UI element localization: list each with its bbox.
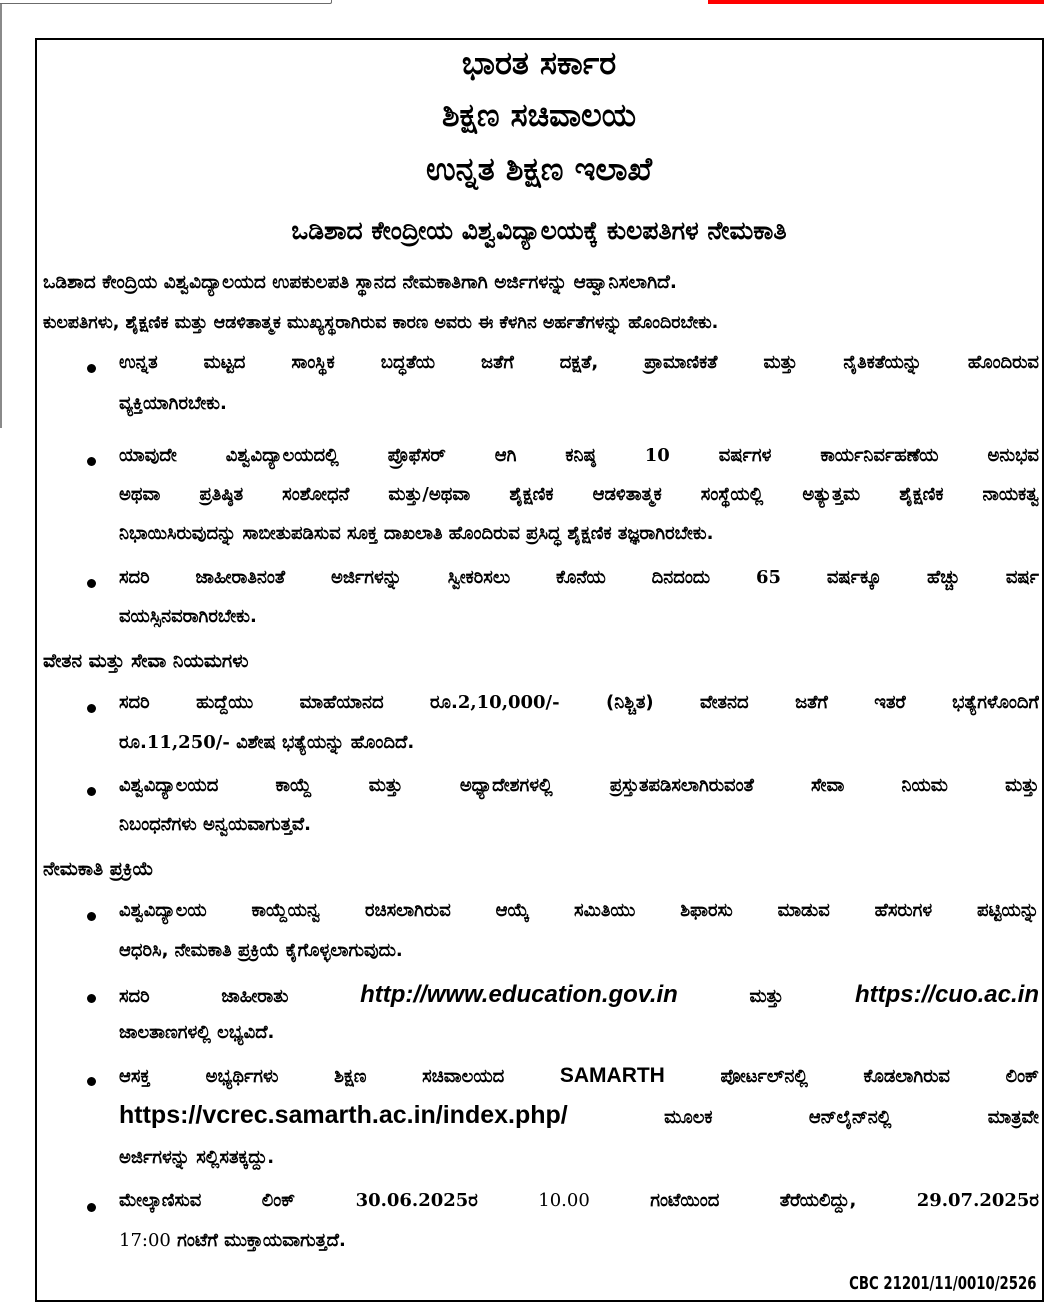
- outer-frame-top-edge: [0, 0, 332, 4]
- text-segment: ಗಂಟೆಯಿಂದ: [650, 1190, 720, 1211]
- list-item-line: [119, 900, 1039, 930]
- text-segment: (ನಿಶ್ಚಿತ) ವೇತನದ ಜತೆಗೆ ಇತರೆ ಭತ್ಯೆಗಳೊಂದಿಗೆ: [606, 692, 1039, 713]
- list-item-line: [119, 1190, 1039, 1220]
- text-segment: ವರ್ಷಗಳ ಕಾರ್ಯನಿರ್ವಹಣೆಯ ಅನುಭವ: [718, 445, 1039, 466]
- text-segment: 29.07.2025ರ: [916, 1190, 1039, 1211]
- text-segment: ಆಸಕ್ತ ಅಭ್ಯರ್ಥಿಗಳು ಶಿಕ್ಷಣ ಸಚಿವಾಲಯದ: [119, 1066, 505, 1087]
- text-segment: 30.06.2025ರ: [355, 1190, 478, 1211]
- text-segment: ಗಂಟೆಗೆ ಮುಕ್ತಾಯವಾಗುತ್ತದೆ.: [170, 1230, 346, 1251]
- text-segment: 10.00: [538, 1190, 590, 1211]
- bullet-icon: [87, 364, 96, 373]
- text-segment: 17:00: [119, 1230, 171, 1251]
- text-segment: 10: [644, 445, 670, 466]
- text-segment: ಜಾಹೀರಾತು: [221, 986, 289, 1007]
- bullet-icon: [87, 704, 96, 713]
- pay-section-heading: ವೇತನ ಮತ್ತು ಸೇವಾ ನಿಯಮಗಳು: [43, 650, 249, 672]
- list-item-line: [119, 445, 1039, 475]
- text-segment: ಯಾವುದೇ ವಿಶ್ವವಿದ್ಯಾಲಯದಲ್ಲಿ ಪ್ರೊಫೆಸರ್ ಆಗಿ ಕನಿಷ್ಠ: [119, 445, 596, 466]
- bullet-icon: [87, 912, 96, 921]
- list-item-line: [119, 692, 1039, 722]
- header-department: ಉನ್ನತ ಶಿಕ್ಷಣ ಇಲಾಖೆ: [426, 150, 652, 188]
- list-item-line: ಜಾಲತಾಣಗಳಲ್ಲಿ ಲಭ್ಯವಿದೆ.: [119, 1022, 275, 1043]
- list-item-line: ನಿಬಂಧನೆಗಳು ಅನ್ವಯವಾಗುತ್ತವೆ.: [119, 814, 311, 835]
- bullet-icon: [87, 1077, 96, 1086]
- education-website-link[interactable]: http://www.education.gov.in: [360, 981, 678, 1008]
- list-item-line: ನಿಭಾಯಿಸಿರುವುದನ್ನು ಸಾಬೀತುಪಡಿಸುವ ಸೂಕ್ತ ದಾಖಲಾತಿ ಹೊಂದಿರುವ ಪ್ರಸಿದ್ಧ ಶೈಕ್ಷಣಿಕ ತಜ್ಞರಾಗಿರಬೇಕು.: [119, 523, 714, 544]
- bullet-icon: [87, 457, 96, 466]
- list-item-line: ಅರ್ಜಿಗಳನ್ನು ಸಲ್ಲಿಸತಕ್ಕದ್ದು.: [119, 1147, 275, 1168]
- text-segment: ಮೂಲಕ ಆನ್‌ಲೈನ್‌ನಲ್ಲಿ ಮಾತ್ರವೇ: [664, 1107, 1039, 1128]
- list-item-line: ವಯಸ್ಸಿನವರಾಗಿರಬೇಕು.: [119, 606, 257, 627]
- list-item-line: [119, 775, 1039, 805]
- cuo-website-link[interactable]: https://cuo.ac.in: [854, 981, 1039, 1008]
- text-segment: ಅಥವಾ ಪ್ರತಿಷ್ಠಿತ ಸಂಶೋಧನೆ ಮತ್ತು/ಅಥವಾ ಶೈಕ್ಷಣಿಕ ಆಡಳಿತಾತ್ಮಕ ಸಂಸ್ಥೆಯಲ್ಲಿ ಅತ್ಯುತ್ತಮ ಶೈಕ್ಷಣಿಕ ನಾಯಕತ್ವ: [119, 484, 1039, 505]
- text-segment: ರೂ.: [119, 732, 147, 753]
- list-item-line: ಆಧರಿಸಿ, ನೇಮಕಾತಿ ಪ್ರಕ್ರಿಯೆ ಕೈಗೊಳ್ಳಲಾಗುವುದು.: [119, 940, 403, 961]
- bullet-icon: [87, 1203, 96, 1212]
- page-title: ಒಡಿಶಾದ ಕೇಂದ್ರೀಯ ವಿಶ್ವವಿದ್ಯಾಲಯಕ್ಕೆ ಕುಲಪತಿಗಳ ನೇಮಕಾತಿ: [291, 216, 787, 245]
- text-segment: ಸದರಿ ಜಾಹೀರಾತಿನಂತೆ ಅರ್ಜಿಗಳನ್ನು ಸ್ವೀಕರಿಸಲು ಕೊನೆಯ ದಿನದಂದು: [119, 567, 711, 588]
- list-item-line: [119, 352, 1039, 382]
- process-section-heading: ನೇಮಕಾತಿ ಪ್ರಕ್ರಿಯೆ: [43, 858, 154, 880]
- list-item-line: [119, 1101, 1039, 1135]
- text-segment: 2,10,000/-: [457, 692, 560, 713]
- bullet-icon: [87, 787, 96, 796]
- text-segment: ಸದರಿ: [119, 986, 150, 1007]
- list-item-line: [119, 981, 1039, 1011]
- text-segment: ಮೇಲ್ಕಾಣಿಸುವ: [119, 1190, 202, 1211]
- text-segment: 11,250/-: [146, 732, 230, 753]
- list-item-line: [119, 484, 1039, 514]
- text-segment: SAMARTH: [559, 1064, 665, 1087]
- text-segment: ಮತ್ತು: [749, 986, 784, 1007]
- intro-paragraph-2: ಕುಲಪತಿಗಳು, ಶೈಕ್ಷಣಿಕ ಮತ್ತು ಆಡಳಿತಾತ್ಮಕ ಮುಖ್ಯಸ್ಥರಾಗಿರುವ ಕಾರಣ ಅವರು ಈ ಕೆಳಗಿನ ಅರ್ಹತೆಗಳನ್ನು ಹೊಂದಿರಬೇಕು.: [43, 313, 719, 333]
- samarth-portal-link[interactable]: https://vcrec.samarth.ac.in/index.php/: [119, 1101, 568, 1129]
- text-segment: ವರ್ಷಕ್ಕೂ ಹೆಚ್ಚು ವರ್ಷ: [826, 567, 1039, 588]
- list-item-line: [119, 732, 1039, 753]
- text-segment: ತೆರೆಯಲಿದ್ದು,: [779, 1190, 857, 1211]
- header-government: ಭಾರತ ಸರ್ಕಾರ: [461, 44, 617, 82]
- list-item-line: [119, 1064, 1039, 1094]
- text-segment: 65: [755, 567, 782, 588]
- header-ministry: ಶಿಕ್ಷಣ ಸಚಿವಾಲಯ: [441, 96, 637, 134]
- text-segment: ಪೋರ್ಟಲ್‌ನಲ್ಲಿ ಕೊಡಲಾಗಿರುವ ಲಿಂಕ್: [720, 1066, 1039, 1087]
- text-segment: ವಿಶ್ವವಿದ್ಯಾಲಯದ ಕಾಯ್ದೆ ಮತ್ತು ಅಧ್ಯಾದೇಶಗಳಲ್ಲಿ ಪ್ರಸ್ತುತಪಡಿಸಲಾಗಿರುವಂತೆ ಸೇವಾ ನಿಯಮ ಮತ್ತು: [119, 775, 1039, 796]
- list-item-line: [119, 1230, 1039, 1251]
- intro-paragraph-1: ಒಡಿಶಾದ ಕೇಂದ್ರಿಯ ವಿಶ್ವವಿದ್ಯಾಲಯದ ಉಪಕುಲಪತಿ ಸ್ಥಾನದ ನೇಮಕಾತಿಗಾಗಿ ಅರ್ಜಿಗಳನ್ನು ಆಹ್ವಾನಿಸಲಾಗಿದೆ.: [43, 272, 677, 293]
- reference-code: CBC 21201/11/0010/2526: [848, 1273, 1036, 1294]
- list-item-line: [119, 567, 1039, 597]
- bullet-icon: [87, 994, 96, 1003]
- list-item-line: ವ್ಯಕ್ತಿಯಾಗಿರಬೇಕು.: [119, 393, 227, 414]
- text-segment: ಸದರಿ ಹುದ್ದೆಯು ಮಾಹೆಯಾನದ ರೂ.: [119, 692, 458, 713]
- advertisement-box: [35, 38, 1044, 1302]
- text-segment: ಉನ್ನತ ಮಟ್ಟದ ಸಾಂಸ್ಥಿಕ ಬದ್ಧತೆಯ ಜತೆಗೆ ದಕ್ಷತೆ, ಪ್ರಾಮಾಣಿಕತೆ ಮತ್ತು ನೈತಿಕತೆಯನ್ನು ಹೊಂದಿರುವ: [119, 352, 1039, 373]
- text-segment: ವಿಶ್ವವಿದ್ಯಾಲಯ ಕಾಯ್ದೆಯನ್ವ ರಚಿಸಲಾಗಿರುವ ಆಯ್ಕೆ ಸಮಿತಿಯು ಶಿಫಾರಸು ಮಾಡುವ ಹೆಸರುಗಳ ಪಟ್ಟಿಯನ್ನು: [119, 900, 1039, 921]
- red-accent-bar: [708, 0, 1044, 4]
- bullet-icon: [87, 579, 96, 588]
- text-segment: ಲಿಂಕ್: [261, 1190, 296, 1211]
- text-segment: ವಿಶೇಷ ಭತ್ಯೆಯನ್ನು ಹೊಂದಿದೆ.: [229, 732, 415, 753]
- outer-frame-left-edge: [0, 4, 2, 428]
